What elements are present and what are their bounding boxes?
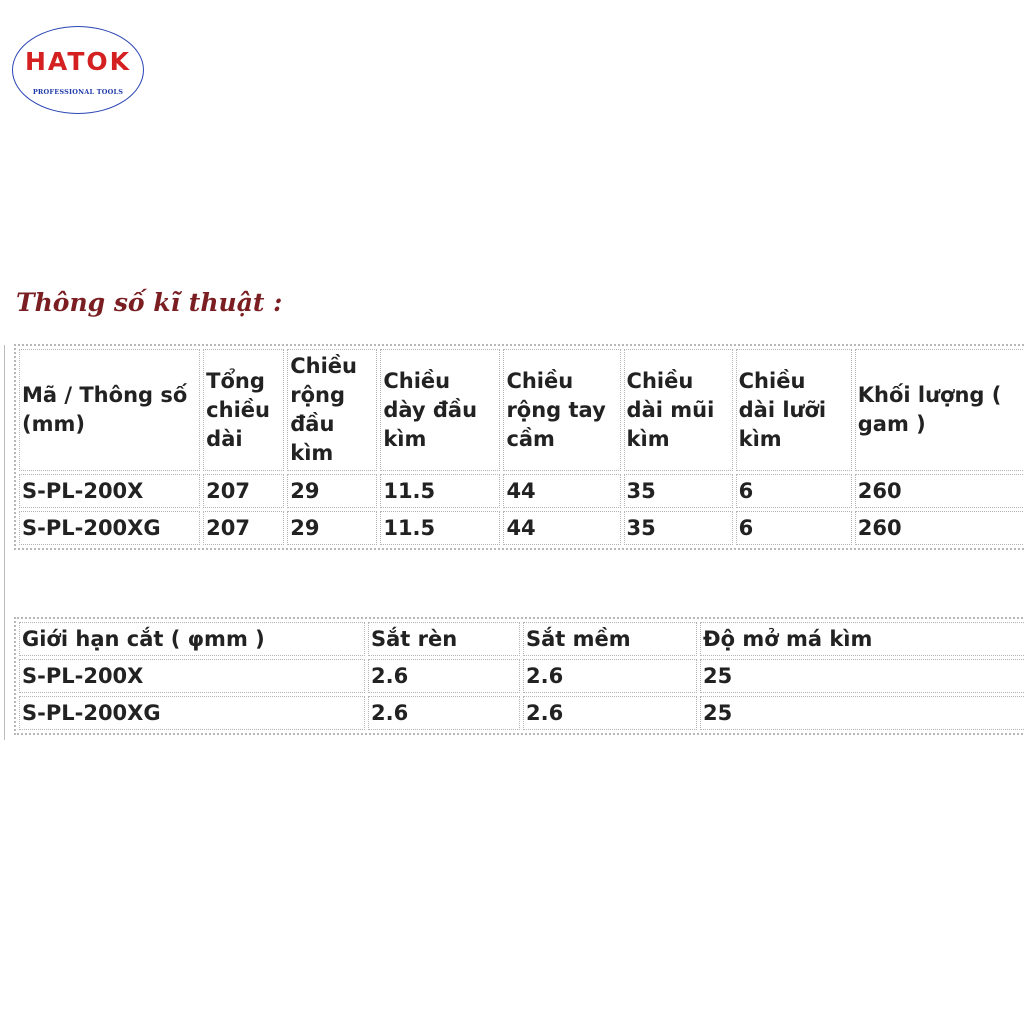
- table-row: [19, 474, 1024, 508]
- section-title: Thông số kĩ thuật :: [16, 288, 283, 317]
- table-row: [19, 696, 1024, 730]
- table-row: [19, 511, 1024, 545]
- table-cell: 35: [624, 511, 733, 545]
- table-cell: 25: [700, 696, 1024, 730]
- table-cell: S-PL-200X: [19, 474, 200, 508]
- left-divider: [4, 345, 5, 740]
- cutting-limits-table: [14, 617, 1024, 735]
- cutting-header-cell: Sắt mềm: [523, 622, 697, 656]
- table-cell: 6: [736, 511, 852, 545]
- logo-brand-text: HATOK: [24, 47, 131, 76]
- cutting-header-cell: Sắt rèn: [368, 622, 520, 656]
- table-cell: S-PL-200X: [19, 659, 365, 693]
- table-cell: 11.5: [380, 511, 500, 545]
- table-cell: 207: [203, 511, 284, 545]
- cutting-header-cell: Giới hạn cắt ( φmm ): [19, 622, 365, 656]
- table-cell: 260: [855, 511, 1024, 545]
- cutting-header-row: [19, 622, 1024, 656]
- specs-header-cell: Chiều dài lưỡi kìm: [736, 349, 852, 471]
- specs-header-cell: Mã / Thông số (mm): [19, 349, 200, 471]
- table-cell: 2.6: [368, 659, 520, 693]
- table-row: [19, 659, 1024, 693]
- specs-header-cell: Chiều dày đầu kìm: [380, 349, 500, 471]
- specs-table: [14, 344, 1024, 550]
- specs-header-cell: Chiều rộng tay cầm: [503, 349, 620, 471]
- table-cell: 260: [855, 474, 1024, 508]
- table-cell: S-PL-200XG: [19, 511, 200, 545]
- table-cell: S-PL-200XG: [19, 696, 365, 730]
- specs-header-cell: Khối lượng ( gam ): [855, 349, 1024, 471]
- table-cell: 207: [203, 474, 284, 508]
- table-cell: 2.6: [368, 696, 520, 730]
- table-cell: 29: [287, 474, 377, 508]
- specs-header-cell: Tổng chiều dài: [203, 349, 284, 471]
- table-cell: 25: [700, 659, 1024, 693]
- table-cell: 29: [287, 511, 377, 545]
- specs-header-row: [19, 349, 1024, 471]
- cutting-header-cell: Độ mở má kìm: [700, 622, 1024, 656]
- table-cell: 44: [503, 511, 620, 545]
- table-cell: 35: [624, 474, 733, 508]
- table-cell: 2.6: [523, 696, 697, 730]
- table-cell: 44: [503, 474, 620, 508]
- logo-tagline: PROFESSIONAL TOOLS: [32, 88, 124, 96]
- table-cell: 6: [736, 474, 852, 508]
- specs-header-cell: Chiều dài mũi kìm: [624, 349, 733, 471]
- table-cell: 11.5: [380, 474, 500, 508]
- table-cell: 2.6: [523, 659, 697, 693]
- brand-logo: [12, 26, 144, 114]
- specs-header-cell: Chiều rộng đầu kìm: [287, 349, 377, 471]
